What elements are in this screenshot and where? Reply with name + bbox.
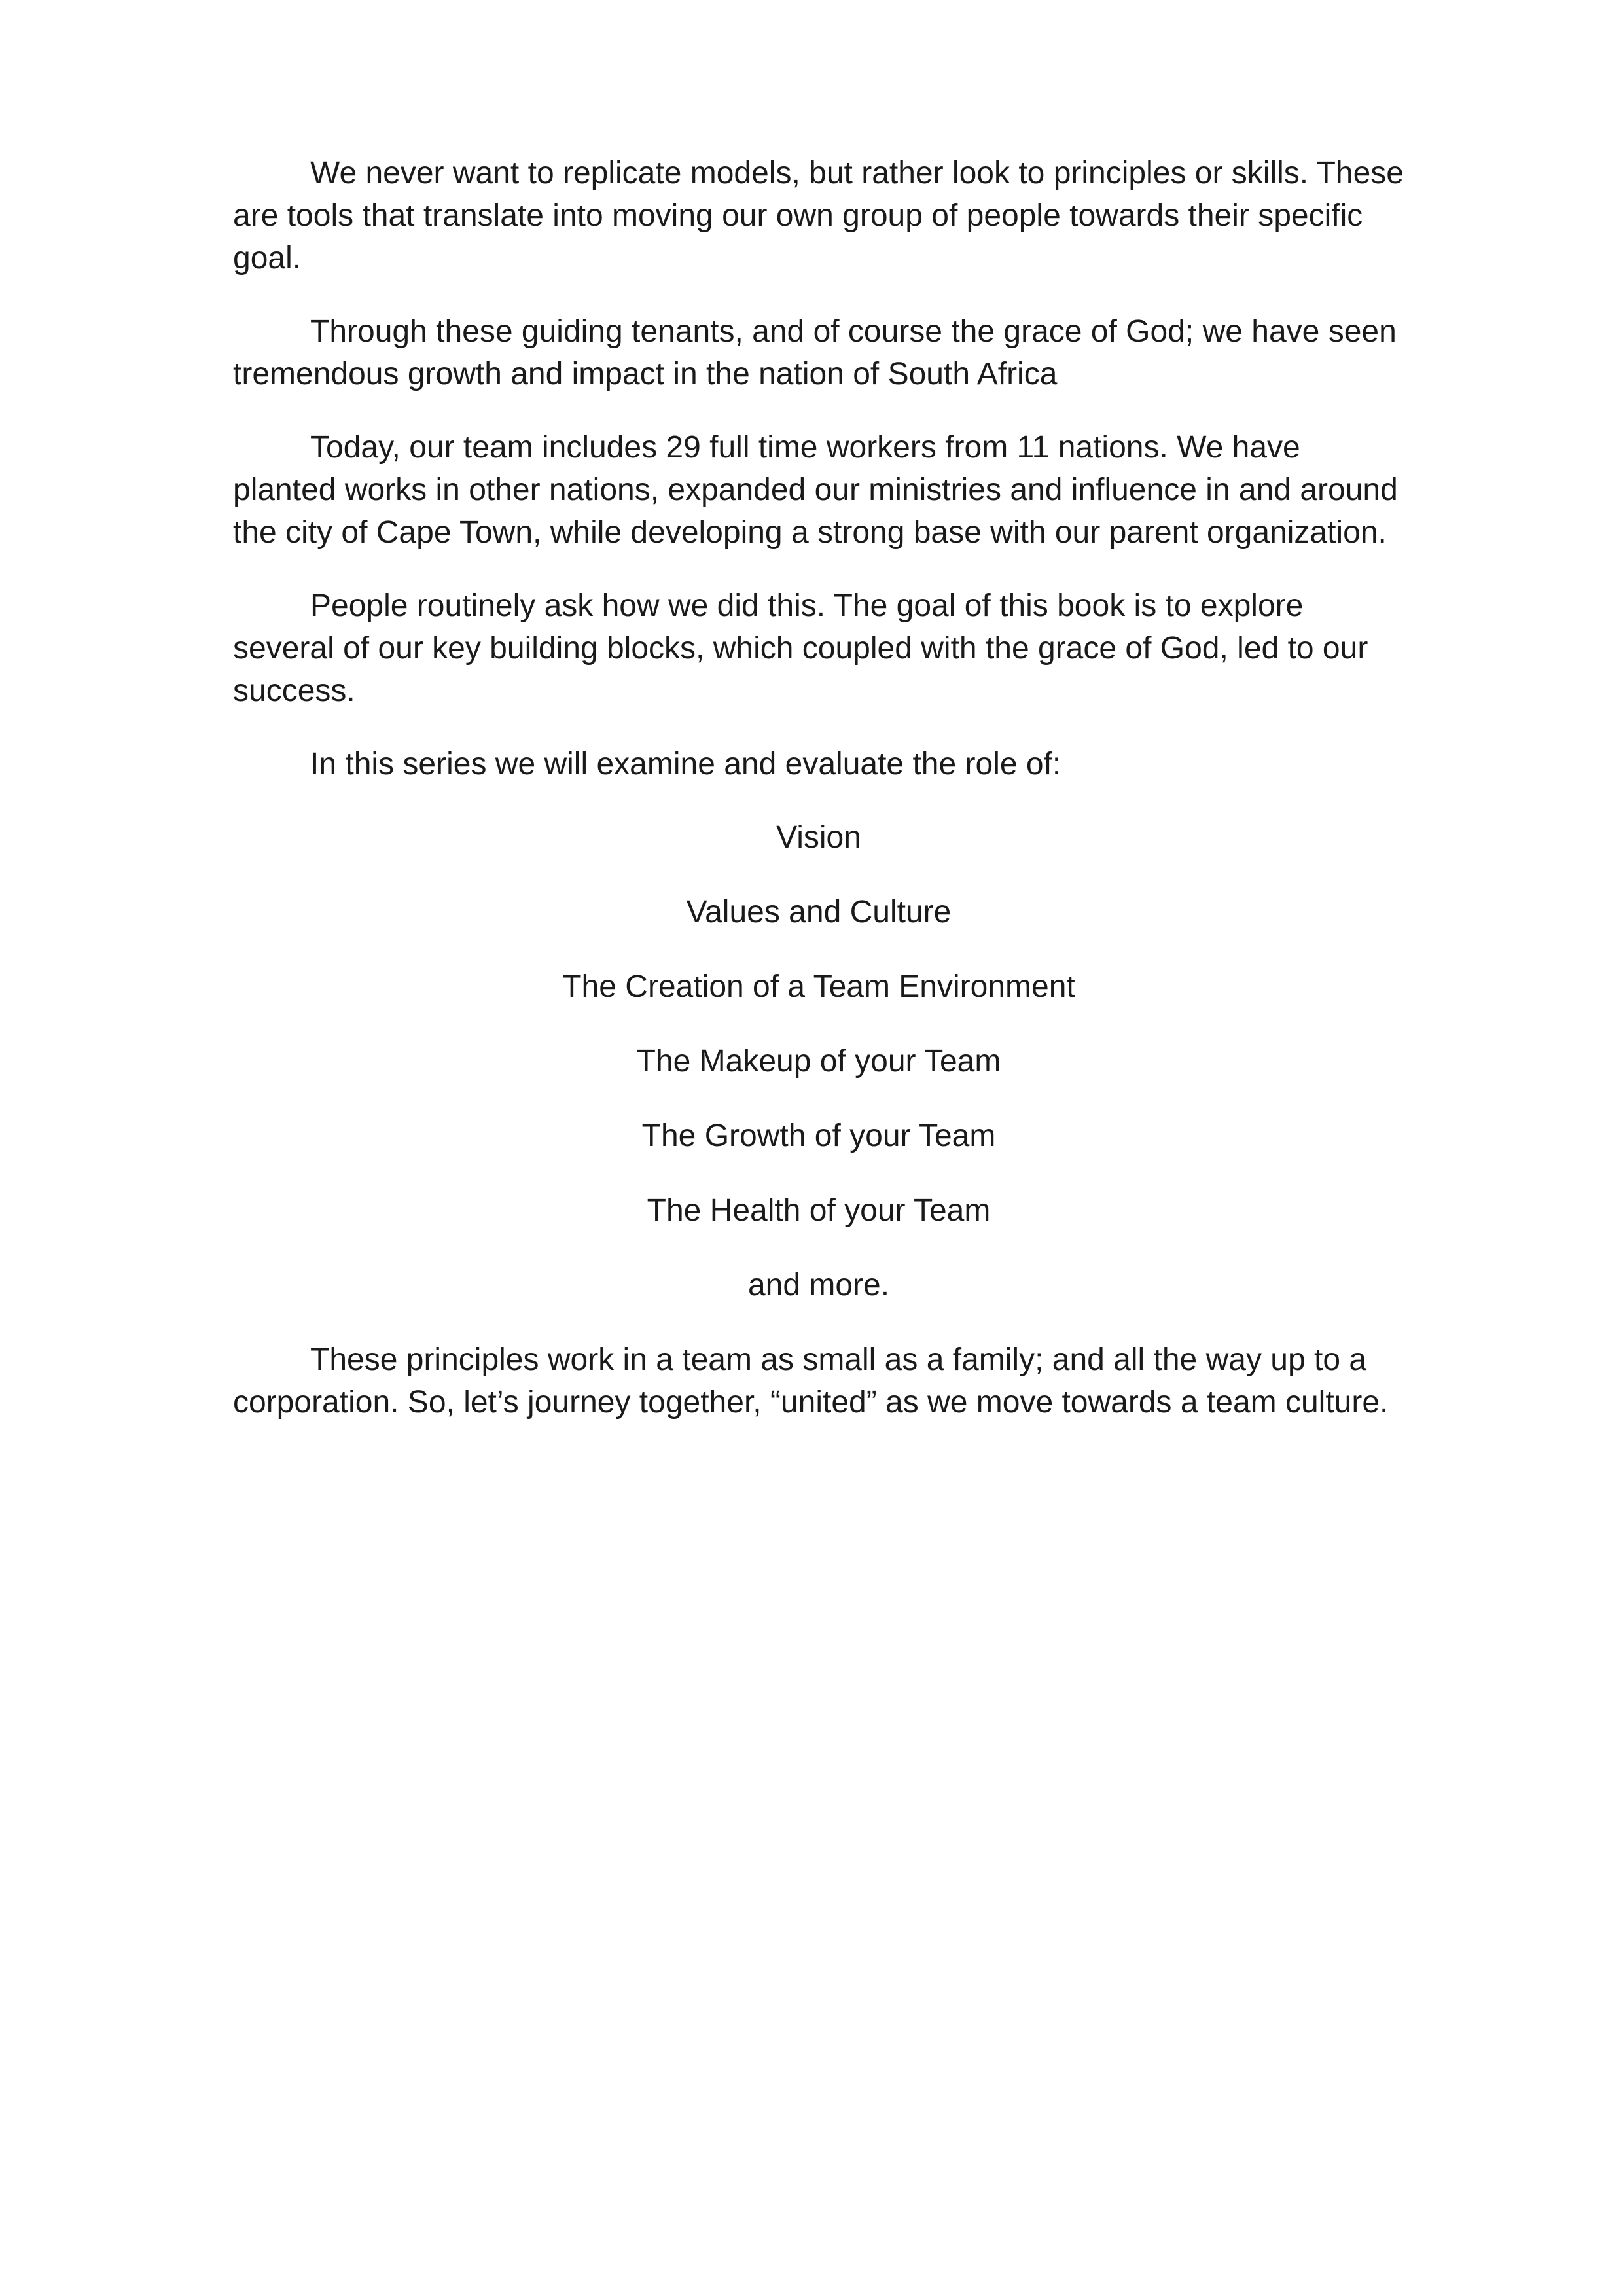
topic-team-environment: The Creation of a Team Environment <box>562 969 1075 1004</box>
topics-list <box>233 816 1404 1306</box>
paragraph-closing: These principles work in a team as small as a family; and all the way up to a corporation. So, let’s journey together, “united” as we move towards a team culture. <box>233 1342 1389 1420</box>
topic-team-growth: The Growth of your Team <box>641 1119 996 1153</box>
paragraph-series-intro: In this series we will examine and evaluate the role of: <box>310 747 1061 781</box>
paragraph-models-principles: We never want to replicate models, but rather look to principles or skills. These are tools that translate into moving our own group of people towards their specific goal. <box>233 156 1404 276</box>
topic-values-culture: Values and Culture <box>686 895 952 929</box>
paragraph-team-today: Today, our team includes 29 full time workers from 11 nations. We have planted works in other nations, expanded our ministries and influence in and around the city of Cape Town, while developing a strong base with our parent organization. <box>233 430 1398 550</box>
paragraph-book-goal: People routinely ask how we did this. The goal of this book is to explore several of our key building blocks, which coupled with the grace of God, led to our success. <box>233 588 1368 708</box>
topic-team-makeup: The Makeup of your Team <box>636 1044 1001 1079</box>
topic-vision: Vision <box>776 820 861 855</box>
paragraph-growth-south-africa: Through these guiding tenants, and of course the grace of God; we have seen tremendous growth and impact in the nation of South Africa <box>233 314 1397 391</box>
topic-team-health: The Health of your Team <box>647 1193 991 1228</box>
page-body <box>233 152 1404 1454</box>
topic-and-more: and more. <box>747 1268 890 1302</box>
